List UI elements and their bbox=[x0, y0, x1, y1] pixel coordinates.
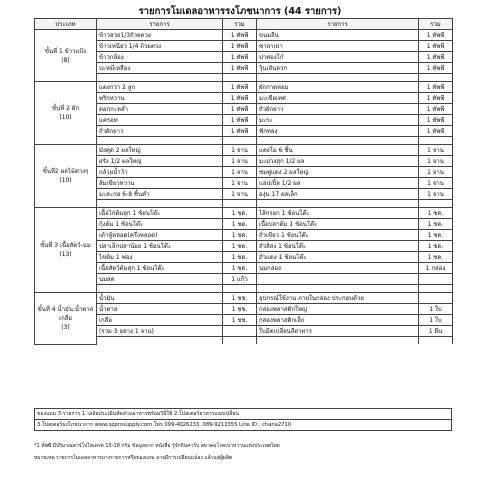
qty-right: 1 จาน bbox=[419, 189, 453, 200]
header-qty-left: รวม bbox=[223, 19, 257, 30]
item-left: เนื้อสัตว์ต้มสุก 1 ช้อนโต๊ะ bbox=[97, 263, 223, 274]
table-row bbox=[35, 126, 453, 137]
spacer-cell bbox=[419, 200, 453, 208]
item-right: มะม่วงสุก 1/2 ผล bbox=[257, 156, 419, 167]
qty-right: 1 ชด. bbox=[419, 241, 453, 252]
qty-left: 1 ชด. bbox=[223, 263, 257, 274]
qty-right: 1 ทัพพี bbox=[419, 41, 453, 52]
qty-left: 1 ทัพพี bbox=[223, 93, 257, 104]
table-row bbox=[35, 274, 453, 285]
spacer-cell bbox=[97, 137, 223, 145]
table-row bbox=[35, 189, 453, 200]
table-row bbox=[35, 52, 453, 63]
item-left: ปลาเล็กปลาน้อย 1 ช้อนโต๊ะ bbox=[97, 241, 223, 252]
item-right: ถั่วลิสง 1 ช้อนโต๊ะ bbox=[257, 241, 419, 252]
qty-left: 1 จาน bbox=[223, 178, 257, 189]
qty-right: 1 จาน bbox=[419, 167, 453, 178]
qty-left: 1 ทัพพี bbox=[223, 63, 257, 74]
item-right: ถั่วเขียว 1 ช้อนโต๊ะ bbox=[257, 230, 419, 241]
item-left: นมสด bbox=[97, 274, 223, 285]
qty-right: 1 ชด. bbox=[419, 208, 453, 219]
group-cell bbox=[35, 293, 97, 345]
item-right: แตงโม 6 ชิ้น bbox=[257, 145, 419, 156]
table-body bbox=[35, 30, 453, 345]
spacer-cell bbox=[97, 337, 223, 345]
table-row bbox=[35, 326, 453, 337]
food-model-table bbox=[34, 18, 453, 345]
table-row bbox=[35, 145, 453, 156]
group-spacer bbox=[35, 285, 453, 293]
table-row bbox=[35, 167, 453, 178]
table-row bbox=[35, 115, 453, 126]
group-spacer bbox=[35, 137, 453, 145]
table-row bbox=[35, 230, 453, 241]
spacer-cell bbox=[223, 74, 257, 82]
remark-line: หมายเหตุ รายการโมเดลอาหารบางรายการหรือของแถม อาจมีการเปลี่ยนแปลง แล้วแต่ผู้ผลิต bbox=[34, 455, 233, 461]
qty-left: 1 ชด. bbox=[223, 241, 257, 252]
qty-left: 1 ชช. bbox=[223, 304, 257, 315]
spacer-cell bbox=[223, 137, 257, 145]
header-item-right: รายการ bbox=[257, 19, 419, 30]
header-item-left: รายการ bbox=[97, 19, 223, 30]
spacer-cell bbox=[257, 137, 419, 145]
qty-left: 1 จาน bbox=[223, 145, 257, 156]
table-row bbox=[35, 63, 453, 74]
qty-left: 1 ชด. bbox=[223, 219, 257, 230]
qty-right: 1 ทัพพี bbox=[419, 30, 453, 41]
item-right: ซาลาเปา bbox=[257, 41, 419, 52]
item-left: ข้าวสวย1/3ถ้วยตวง bbox=[97, 30, 223, 41]
item-right: กล่องพลาสติกใหญ่ bbox=[257, 304, 419, 315]
table-row bbox=[35, 82, 453, 93]
group-cell bbox=[35, 145, 97, 208]
item-right bbox=[257, 274, 419, 285]
item-right: ชมพู่แดง 2 ผลใหญ่ bbox=[257, 167, 419, 178]
item-left: ฝรั่ง 1/2 ผลใหญ่ bbox=[97, 156, 223, 167]
qty-right: 1 ทัพพี bbox=[419, 63, 453, 74]
item-right: วุ้นเส้นลวก bbox=[257, 63, 419, 74]
item-left: น้ำตาล bbox=[97, 304, 223, 315]
qty-right: 1 จาน bbox=[419, 145, 453, 156]
header-type: ประเภท bbox=[35, 19, 97, 30]
bonus-footer bbox=[34, 408, 452, 431]
contact-line: 3.โปสเตอร์ธงโภชนาการ www.spprosupply.com โทร 099-4026233, 089-9213355 Line ID : chana2710 bbox=[34, 420, 452, 431]
item-right: มะระ bbox=[257, 115, 419, 126]
item-left: มะละกอ 6-8 ชิ้นคำ bbox=[97, 189, 223, 200]
item-left: น้ำมัน bbox=[97, 293, 223, 304]
spacer-cell bbox=[419, 337, 453, 345]
qty-right: 1 จาน bbox=[419, 156, 453, 167]
qty-left: 1 จาน bbox=[223, 156, 257, 167]
table-row bbox=[35, 241, 453, 252]
qty-right: 1 ทัพพี bbox=[419, 126, 453, 137]
qty-left bbox=[223, 326, 257, 337]
group-spacer bbox=[35, 200, 453, 208]
group-spacer bbox=[35, 74, 453, 82]
qty-right: 1 ชด. bbox=[419, 230, 453, 241]
qty-left: 1 ทัพพี bbox=[223, 82, 257, 93]
spacer-cell bbox=[257, 74, 419, 82]
group-name: ขั้นที่ 3 เนื้อสัตว์-นม bbox=[40, 242, 91, 249]
item-left: เต้าหู้หลอด(ครึ่งหลอด) bbox=[97, 230, 223, 241]
qty-right bbox=[419, 274, 453, 285]
table-row bbox=[35, 104, 453, 115]
qty-right: 1 ทัพพี bbox=[419, 93, 453, 104]
group-spacer bbox=[35, 337, 453, 345]
item-left: ข้าวเหนียว 1/4 ถ้วยตวง bbox=[97, 41, 223, 52]
table-row bbox=[35, 30, 453, 41]
item-left: เนื้อไก่ต้มสุก 1 ช้อนโต๊ะ bbox=[97, 208, 223, 219]
qty-right: 1 ชด. bbox=[419, 252, 453, 263]
spacer-cell bbox=[257, 337, 419, 345]
qty-left: 1 ทัพพี bbox=[223, 41, 257, 52]
table-row bbox=[35, 252, 453, 263]
table-row bbox=[35, 219, 453, 230]
item-right: ขนมจีน bbox=[257, 30, 419, 41]
item-left: เกลือ bbox=[97, 315, 223, 326]
qty-right: 1 ชด. bbox=[419, 219, 453, 230]
group-cell bbox=[35, 82, 97, 145]
table-row bbox=[35, 41, 453, 52]
group-count: (8) bbox=[61, 56, 70, 64]
qty-right: 1 กล่อง bbox=[419, 263, 453, 274]
item-right: องุ่น 17 ผลเล็ก bbox=[257, 189, 419, 200]
qty-left: 1 ทัพพี bbox=[223, 52, 257, 63]
table-row bbox=[35, 208, 453, 219]
spacer-cell bbox=[97, 200, 223, 208]
table-row bbox=[35, 156, 453, 167]
group-name: ขั้นที่ 1 ข้าวแป้ง bbox=[44, 47, 87, 55]
item-right: ปาท่องโก๋ bbox=[257, 52, 419, 63]
item-right: ใบมีดเปลี่ยนสีอาหาร bbox=[257, 326, 419, 337]
qty-right: 1 ผืน bbox=[419, 326, 453, 337]
qty-left: 1 ชด. bbox=[223, 252, 257, 263]
table-header-row bbox=[35, 19, 453, 30]
spacer-cell bbox=[97, 285, 223, 293]
item-left: บะหมี่เหลือง bbox=[97, 63, 223, 74]
item-left: ไข่ต้ม 1 ฟอง bbox=[97, 252, 223, 263]
qty-right: 1 ใบ bbox=[419, 304, 453, 315]
spacer-cell bbox=[419, 137, 453, 145]
qty-left: 1 จาน bbox=[223, 167, 257, 178]
table-row bbox=[35, 178, 453, 189]
qty-right: 1 ใบ bbox=[419, 315, 453, 326]
qty-left: 1 ทัพพี bbox=[223, 126, 257, 137]
item-right: แอปเปิ้ล 1/2 ผล bbox=[257, 178, 419, 189]
item-left: ดอกกะหล่ำ bbox=[97, 104, 223, 115]
item-left: (รวม 3 อย่าง 1 จาน) bbox=[97, 326, 223, 337]
spacer-cell bbox=[223, 337, 257, 345]
group-name: ขั้นที่ 2 ผัก bbox=[52, 105, 79, 112]
table-row bbox=[35, 293, 453, 304]
table-row bbox=[35, 263, 453, 274]
spacer-cell bbox=[257, 285, 419, 293]
header-qty-right: รวม bbox=[419, 19, 453, 30]
table-row bbox=[35, 93, 453, 104]
group-name: ขั้นที่2 ผลไม้ต่างๆ bbox=[42, 168, 89, 175]
group-count: (10) bbox=[59, 114, 72, 121]
table-row bbox=[35, 315, 453, 326]
qty-right: 1 ทัพพี bbox=[419, 82, 453, 93]
group-cell bbox=[35, 208, 97, 293]
item-right: มะเขือเทศ bbox=[257, 93, 419, 104]
group-cell bbox=[35, 30, 97, 82]
spacer-cell bbox=[223, 200, 257, 208]
bonus-line: ของแถม 3 รายการ 1.วงล้อประเมินสัดส่วนอาหารพร้อมวิธีใช้ 2.โปสเตอร์อาหารแลกเปลี่ยน bbox=[34, 408, 452, 420]
item-left: ถั่วฝักยาว bbox=[97, 126, 223, 137]
qty-right bbox=[419, 293, 453, 304]
qty-left: 1 ชช. bbox=[223, 315, 257, 326]
qty-right: 1 ทัพพี bbox=[419, 104, 453, 115]
notes bbox=[34, 440, 452, 464]
group-count: (3) bbox=[61, 323, 70, 331]
spacer-cell bbox=[419, 285, 453, 293]
item-left: กุ้งต้ม 1 ช้อนโต๊ะ bbox=[97, 219, 223, 230]
qty-right: 1 ทัพพี bbox=[419, 115, 453, 126]
qty-right: 1 ทัพพี bbox=[419, 52, 453, 63]
item-right: เนื้อปลาต้ม 1 ช้อนโต๊ะ bbox=[257, 219, 419, 230]
qty-left: 1 จาน bbox=[223, 189, 257, 200]
qty-left: 1 ชด. bbox=[223, 208, 257, 219]
item-right: นมกล่อง bbox=[257, 263, 419, 274]
item-left: ข้าวกล้อง bbox=[97, 52, 223, 63]
item-right: อุปกรณ์ใช้งาน ภายในกล่อง ประกอบด้วย bbox=[257, 293, 419, 304]
item-left: พริกหวาน bbox=[97, 93, 223, 104]
item-left: ส้มเขียวหวาน bbox=[97, 178, 223, 189]
qty-left: 1 ทัพพี bbox=[223, 104, 257, 115]
item-right: กล่องพลาสติกเล็ก bbox=[257, 315, 419, 326]
item-left: กล้วยน้ำว้า bbox=[97, 167, 223, 178]
spacer-cell bbox=[223, 285, 257, 293]
qty-left: 1 แก้ว bbox=[223, 274, 257, 285]
item-left: มังคุด 2 ผลใหญ่ bbox=[97, 145, 223, 156]
group-count: (13) bbox=[59, 251, 72, 258]
item-right: ถั่วฝักยาว bbox=[257, 104, 419, 115]
item-right: ไส้กรอก 1 ช้อนโต๊ะ bbox=[257, 208, 419, 219]
group-name: ขั้นที่ 4 น้ำมัน,น้ำตาล เกลือ bbox=[37, 305, 94, 322]
note-line: *1 ทัพพี มีปริมาณคาร์โบไฮเดรต 15-18 กรัม ข้อมูลจาก หนังสือ รู้จักกินคาร์บ สมาคมโรคเบาหวานแห่งประเทศไทย bbox=[34, 443, 280, 449]
page-title: รายการโมเดลอาหารรงโภชนาการ (44 รายการ) bbox=[138, 6, 342, 17]
spacer-cell bbox=[257, 200, 419, 208]
qty-left: 1 ทัพพี bbox=[223, 30, 257, 41]
qty-right: 1 จาน bbox=[419, 178, 453, 189]
group-count: (10) bbox=[59, 177, 72, 184]
table-row bbox=[35, 304, 453, 315]
qty-left: 1 ชช. bbox=[223, 293, 257, 304]
item-right: ถั่วแดง 1 ช้อนโต๊ะ bbox=[257, 252, 419, 263]
spacer-cell bbox=[97, 74, 223, 82]
item-right: ผักกาดหอม bbox=[257, 82, 419, 93]
spacer-cell bbox=[419, 74, 453, 82]
qty-left: 1 ทัพพี bbox=[223, 115, 257, 126]
item-left: แตงกวา 2 ลูก bbox=[97, 82, 223, 93]
item-left: แครอท bbox=[97, 115, 223, 126]
item-right: ฟักทอง bbox=[257, 126, 419, 137]
qty-left: 1 ชด. bbox=[223, 230, 257, 241]
